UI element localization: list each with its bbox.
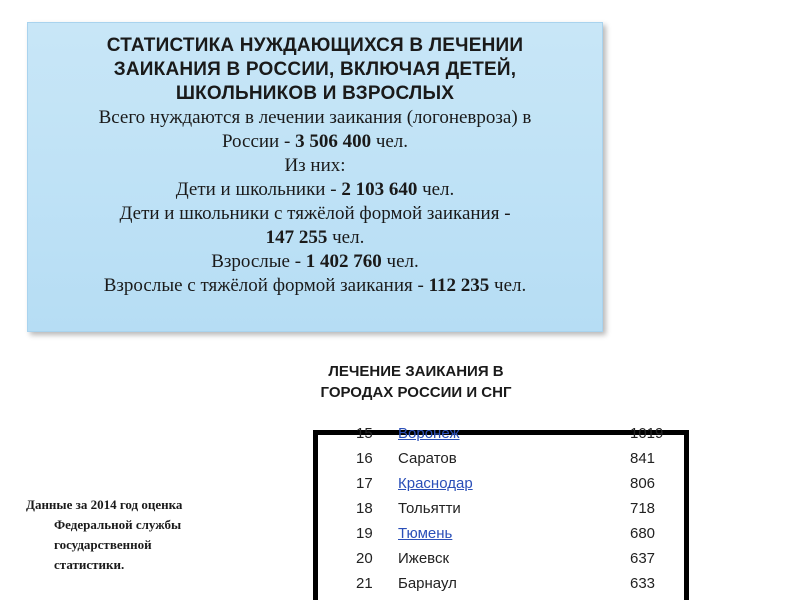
city-rank: 20 [356, 550, 373, 567]
adults-severe-line [44, 274, 586, 298]
statistics-box [27, 22, 603, 332]
unit-label: чел. [371, 131, 409, 152]
cities-heading [266, 361, 566, 403]
city-count: 637 [630, 550, 656, 567]
total-value: 3 506 400 [295, 131, 372, 152]
city-link[interactable]: Краснодар [398, 475, 473, 492]
city-rank: 19 [356, 525, 373, 542]
city-count: 680 [630, 525, 656, 542]
table-row [318, 496, 684, 521]
source-note [26, 495, 256, 575]
statistics-title-line: СТАТИСТИКА НУЖДАЮЩИХСЯ В ЛЕЧЕНИИ [106, 35, 524, 56]
children-severe-label: Дети и школьники с тяжёлой формой заикания - [119, 203, 511, 224]
table-row [318, 446, 684, 471]
source-note-line: Федеральной службы [54, 517, 182, 532]
cities-heading-line: ЛЕЧЕНИЕ ЗАИКАНИЯ В [328, 363, 504, 380]
city-name: Ижевск [398, 550, 450, 567]
statistics-title-line: ШКОЛЬНИКОВ И ВЗРОСЛЫХ [175, 83, 455, 104]
city-link[interactable]: Тюмень [398, 525, 453, 542]
table-row [318, 471, 684, 496]
total-label: России - [221, 131, 296, 152]
city-rank: 16 [356, 450, 373, 467]
adults-severe-value: 112 235 [428, 275, 490, 296]
statistics-title [44, 34, 586, 106]
children-severe-line [44, 226, 586, 250]
total-line-2 [44, 130, 586, 154]
city-link[interactable]: Воронеж [398, 425, 460, 442]
table-row [318, 546, 684, 571]
adults-severe-label: Взрослые с тяжёлой формой заикания - [103, 275, 429, 296]
city-name: Барнаул [398, 575, 457, 592]
city-rank: 17 [356, 475, 373, 492]
city-name: Тольятти [398, 500, 461, 517]
source-note-line: государственной [54, 537, 152, 552]
city-count: 633 [630, 575, 656, 592]
table-row [318, 521, 684, 546]
unit-label: чел. [417, 179, 455, 200]
children-severe-value: 147 255 [265, 227, 328, 248]
source-note-line: Данные за 2014 год оценка [26, 497, 183, 512]
city-count: 1019 [630, 425, 664, 442]
of-them-label: Из них: [284, 155, 346, 176]
city-rank: 21 [356, 575, 373, 592]
cities-table-frame [313, 425, 689, 600]
table-row [318, 571, 684, 596]
adults-line [44, 250, 586, 274]
city-name: Саратов [398, 450, 457, 467]
children-label: Дети и школьники - [175, 179, 342, 200]
cities-heading-line: ГОРОДАХ РОССИИ И СНГ [320, 384, 512, 401]
unit-label: чел. [327, 227, 365, 248]
city-count: 841 [630, 450, 656, 467]
city-rank: 18 [356, 500, 373, 517]
unit-label: чел. [381, 251, 419, 272]
source-note-line: статистики. [54, 557, 125, 572]
city-rank: 15 [356, 425, 373, 442]
unit-label: чел. [489, 275, 527, 296]
city-count: 718 [630, 500, 656, 517]
cities-table [318, 425, 684, 600]
children-value: 2 103 640 [341, 179, 418, 200]
total-line-1: Всего нуждаются в лечении заикания (логоневроза) в [98, 107, 532, 128]
children-line [44, 178, 586, 202]
adults-value: 1 402 760 [305, 251, 382, 272]
city-count: 806 [630, 475, 656, 492]
table-row [318, 421, 684, 446]
adults-label: Взрослые - [211, 251, 306, 272]
statistics-title-line: ЗАИКАНИЯ В РОССИИ, ВКЛЮЧАЯ ДЕТЕЙ, [113, 59, 517, 80]
